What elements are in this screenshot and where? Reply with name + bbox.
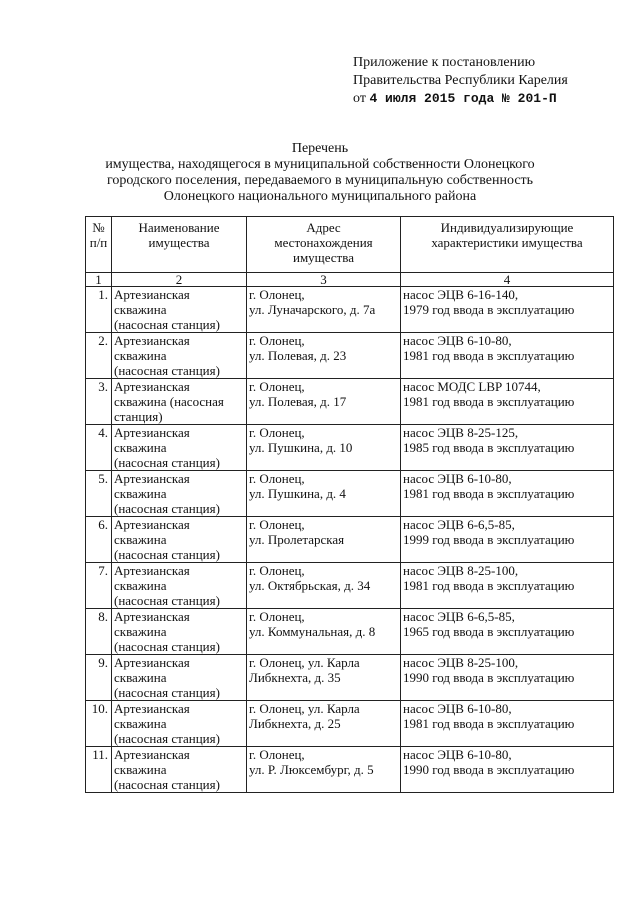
property-address-line: г. Олонец, ул. Карла [249,701,360,716]
property-name-cell [112,425,247,471]
property-characteristics-line: насос ЭЦВ 6-6,5-85, [403,517,515,532]
table-row [86,287,614,333]
property-name-line: скважина [114,716,167,731]
property-address-line: г. Олонец, [249,425,305,440]
header-address-line: местонахождения [274,235,373,250]
property-address-line: Либкнехта, д. 25 [249,716,341,731]
property-characteristics-line: насос ЭЦВ 6-16-140, [403,287,519,302]
row-number: 6. [86,517,112,563]
property-characteristics-line: насос ЭЦВ 8-25-100, [403,655,519,670]
property-address-line: ул. Полевая, д. 23 [249,348,347,363]
property-characteristics-line: 1981 год ввода в эксплуатацию [403,578,575,593]
property-name-line: скважина (насосная [114,394,224,409]
property-name-line: Артезианская [114,333,190,348]
appendix-note [353,54,568,108]
property-characteristics-line: 1965 год ввода в эксплуатацию [403,624,575,639]
column-number-row [86,273,614,287]
property-name-line: (насосная станция) [114,317,220,332]
property-address-cell [247,287,401,333]
row-number: 8. [86,609,112,655]
property-characteristics-line: 1990 год ввода в эксплуатацию [403,670,575,685]
property-characteristics-cell [401,425,614,471]
property-name-line: (насосная станция) [114,501,220,516]
header-name-line: Наименование [138,220,220,235]
property-characteristics-line: 1979 год ввода в эксплуатацию [403,302,575,317]
property-characteristics-line: насос ЭЦВ 8-25-100, [403,563,519,578]
property-name-line: (насосная станция) [114,639,220,654]
table-row [86,425,614,471]
appendix-line-2: Правительства Республики Карелия [353,73,568,88]
row-number: 1. [86,287,112,333]
property-characteristics-cell [401,747,614,793]
row-number: 11. [86,747,112,793]
property-address-line: г. Олонец, [249,747,305,762]
header-number-line: № [92,220,105,235]
property-name-cell [112,747,247,793]
property-name-line: скважина [114,578,167,593]
property-name-line: скважина [114,624,167,639]
property-address-line: ул. Пушкина, д. 4 [249,486,346,501]
property-characteristics-line: насос ЭЦВ 6-6,5-85, [403,609,515,624]
property-characteristics-line: 1981 год ввода в эксплуатацию [403,716,575,731]
property-name-line: Артезианская [114,287,190,302]
column-number: 4 [401,273,614,287]
table-row [86,701,614,747]
appendix-line-3 [353,90,568,108]
header-characteristics-line: Индивидуализирующие [440,220,574,235]
header-name-line: имущества [148,235,210,250]
property-name-line: Артезианская [114,425,190,440]
table-row [86,563,614,609]
date-stamp: 4 июля 2015 года № 201-П [369,91,557,106]
property-address-cell [247,517,401,563]
property-address-line: ул. Коммунальная, д. 8 [249,624,376,639]
title-line-4: Олонецкого национального муниципального района [163,189,477,204]
property-name-cell [112,471,247,517]
property-name-line: Артезианская [114,517,190,532]
row-number: 9. [86,655,112,701]
column-number: 3 [247,273,401,287]
property-address-line: ул. Пушкина, д. 10 [249,440,353,455]
property-characteristics-line: 1990 год ввода в эксплуатацию [403,762,575,777]
table-row [86,379,614,425]
row-number: 5. [86,471,112,517]
appendix-line-1: Приложение к постановлению [353,55,536,70]
property-characteristics-line: насос ЭЦВ 6-10-80, [403,333,512,348]
property-address-cell [247,563,401,609]
property-name-line: скважина [114,532,167,547]
property-name-line: скважина [114,762,167,777]
table-row [86,471,614,517]
property-name-cell [112,563,247,609]
property-name-cell [112,701,247,747]
property-address-cell [247,333,401,379]
header-address [247,217,401,273]
property-name-cell [112,333,247,379]
property-name-line: Артезианская [114,379,190,394]
property-name-line: Артезианская [114,747,190,762]
property-address-line: г. Олонец, [249,563,305,578]
property-address-line: г. Олонец, [249,333,305,348]
property-characteristics-line: насос ЭЦВ 6-10-80, [403,701,512,716]
property-name-line: скважина [114,348,167,363]
property-address-line: г. Олонец, [249,609,305,624]
property-name-line: (насосная станция) [114,547,220,562]
property-name-cell [112,609,247,655]
property-address-line: ул. Р. Люксембург, д. 5 [249,762,374,777]
property-address-line: г. Олонец, [249,517,305,532]
header-characteristics [401,217,614,273]
property-name-line: (насосная станция) [114,777,220,792]
property-characteristics-cell [401,517,614,563]
property-name-line: (насосная станция) [114,593,220,608]
header-characteristics-line: характеристики имущества [431,235,583,250]
property-name-line: Артезианская [114,471,190,486]
property-address-line: ул. Полевая, д. 17 [249,394,347,409]
property-address-line: ул. Луначарского, д. 7а [249,302,376,317]
property-address-line: ул. Пролетарская [249,532,345,547]
property-address-cell [247,701,401,747]
property-characteristics-cell [401,379,614,425]
property-name-line: (насосная станция) [114,731,220,746]
property-name-cell [112,655,247,701]
header-name [112,217,247,273]
property-name-line: (насосная станция) [114,685,220,700]
property-table [85,216,614,793]
property-name-line: станция) [114,409,163,424]
property-address-cell [247,379,401,425]
property-name-cell [112,287,247,333]
row-number: 10. [86,701,112,747]
property-address-line: Либкнехта, д. 35 [249,670,341,685]
table-header-row [86,217,614,273]
row-number: 3. [86,379,112,425]
property-address-cell [247,425,401,471]
property-name-cell [112,517,247,563]
property-characteristics-cell [401,701,614,747]
property-characteristics-cell [401,471,614,517]
row-number: 7. [86,563,112,609]
title-line-2: имущества, находящегося в муниципальной собственности Олонецкого [105,157,535,172]
document-title [80,141,560,205]
row-number: 2. [86,333,112,379]
title-line-3: городского поселения, передаваемого в муниципальную собственность [106,173,534,188]
property-characteristics-line: 1981 год ввода в эксплуатацию [403,348,575,363]
header-address-line: имущества [293,250,354,265]
property-address-line: г. Олонец, [249,287,305,302]
header-address-line: Адрес [306,220,341,235]
property-characteristics-cell [401,287,614,333]
property-address-line: г. Олонец, [249,471,305,486]
property-name-line: (насосная станция) [114,363,220,378]
table-row [86,517,614,563]
property-characteristics-cell [401,333,614,379]
property-characteristics-line: насос ЭЦВ 6-10-80, [403,747,512,762]
property-name-line: скважина [114,302,167,317]
appendix-date-prefix: от [353,91,366,106]
property-characteristics-line: 1981 год ввода в эксплуатацию [403,394,575,409]
property-characteristics-line: 1999 год ввода в эксплуатацию [403,532,575,547]
title-line-1: Перечень [291,141,349,156]
property-characteristics-cell [401,609,614,655]
property-name-line: Артезианская [114,655,190,670]
property-characteristics-line: насос МОДС LBP 10744, [403,379,541,394]
header-number-line: п/п [89,235,108,250]
property-address-cell [247,471,401,517]
property-address-line: г. Олонец, [249,379,305,394]
property-characteristics-cell [401,655,614,701]
property-characteristics-line: насос ЭЦВ 6-10-80, [403,471,512,486]
table-row [86,609,614,655]
column-number: 2 [112,273,247,287]
table-row [86,655,614,701]
property-name-line: Артезианская [114,563,190,578]
property-address-line: г. Олонец, ул. Карла [249,655,360,670]
column-number: 1 [86,273,112,287]
property-characteristics-line: 1985 год ввода в эксплуатацию [403,440,575,455]
property-address-cell [247,747,401,793]
property-address-line: ул. Октябрьская, д. 34 [249,578,371,593]
property-name-line: Артезианская [114,609,190,624]
property-characteristics-line: насос ЭЦВ 8-25-125, [403,425,519,440]
table-row [86,747,614,793]
property-address-cell [247,655,401,701]
table-body [86,273,614,793]
header-number [86,217,112,273]
property-name-line: скважина [114,440,167,455]
property-name-line: Артезианская [114,701,190,716]
property-name-line: скважина [114,670,167,685]
property-name-line: скважина [114,486,167,501]
property-characteristics-cell [401,563,614,609]
row-number: 4. [86,425,112,471]
property-name-line: (насосная станция) [114,455,220,470]
property-characteristics-line: 1981 год ввода в эксплуатацию [403,486,575,501]
property-address-cell [247,609,401,655]
property-name-cell [112,379,247,425]
table-row [86,333,614,379]
